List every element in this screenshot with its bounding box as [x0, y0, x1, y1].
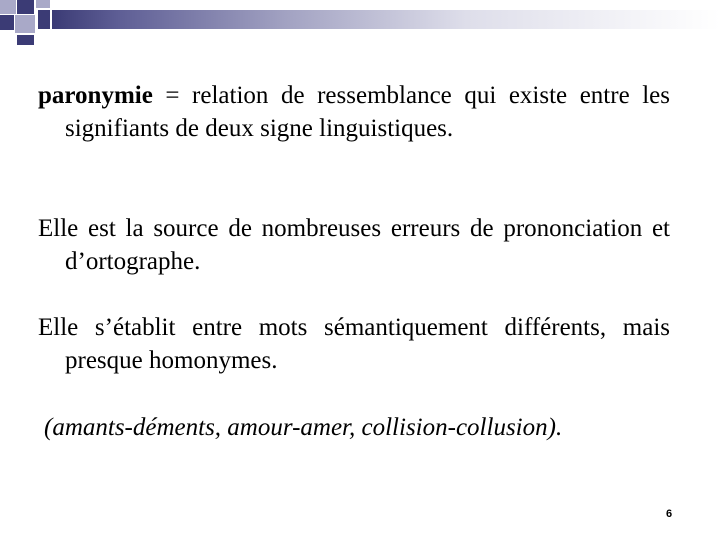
deco-square-7 [17, 35, 34, 45]
definition-paragraph [38, 79, 670, 145]
deco-square-6 [38, 10, 50, 29]
definition-equals: = [152, 82, 193, 109]
decorative-header [0, 0, 720, 60]
examples-paragraph: (amants-déments, amour-amer, collision-collusion). [44, 414, 563, 441]
definition-text: relation de ressemblance qui existe entre les signifiants de deux signe linguistiques. [65, 82, 670, 142]
header-gradient-bar [52, 10, 720, 29]
deco-square-2 [17, 0, 34, 14]
deco-square-1 [0, 0, 16, 14]
deco-square-5 [15, 15, 35, 33]
paragraph-semantic-difference: Elle s’établit entre mots sémantiquement différents, mais presque homonymes. [38, 314, 670, 374]
paragraph-source-errors: Elle est la source de nombreuses erreurs de prononciation et d’ortographe. [38, 215, 670, 275]
deco-square-4 [0, 15, 14, 30]
slide-number: 6 [666, 508, 673, 520]
definition-term: paronymie [38, 82, 153, 109]
deco-square-3 [36, 0, 50, 8]
